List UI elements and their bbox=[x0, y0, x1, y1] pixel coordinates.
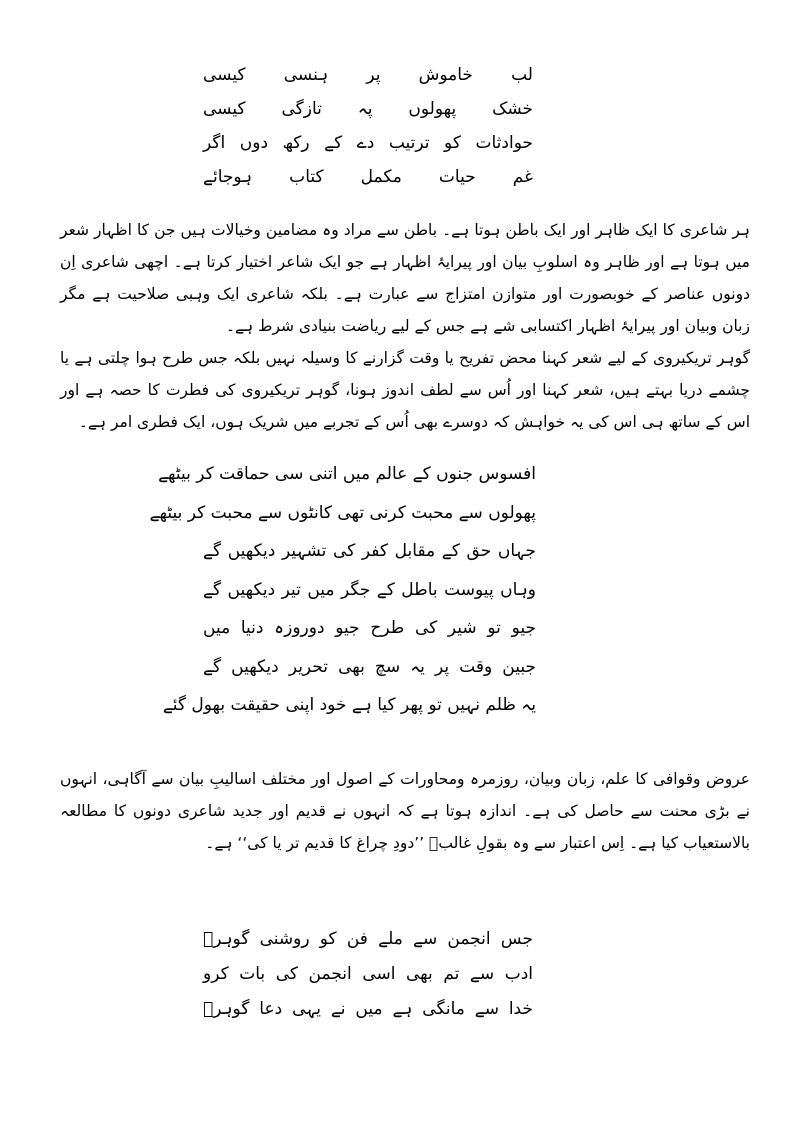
verse-block-3 bbox=[203, 922, 533, 1027]
verse-line: خشک پھولوں پہ تازگی کیسی bbox=[203, 99, 533, 119]
prose-block-1 bbox=[60, 214, 750, 438]
verse-line: غم حیات مکمل کتاب ہوجائے bbox=[203, 167, 533, 187]
verse-line: خدا سے مانگی ہے میں نے یہی دعا گوہرؔ bbox=[203, 999, 533, 1019]
verse-line: یہ ظلم نہیں تو پھر کیا ہے خود اپنی حقیقت بھول گئے bbox=[162, 695, 536, 715]
verse-block-1 bbox=[203, 58, 533, 194]
verse-line: جیو تو شیر کی طرح جیو دوروزہ دنیا میں bbox=[203, 618, 536, 638]
verse-line: لب خاموش پر ہنسی کیسی bbox=[203, 65, 533, 85]
verse-line: وہاں پیوست باطل کے جگر میں تیر دیکھیں گے bbox=[203, 579, 536, 600]
verse-line: افسوس جنوں کے عالم میں اتنی سی حماقت کر بیٹھے bbox=[158, 464, 536, 484]
verse-line: جہاں حق کے مقابل کفر کی تشہیر دیکھیں گے bbox=[203, 541, 536, 561]
verse-line: پھولوں سے محبت کرنی تھی کانٹوں سے محبت کر بیٹھے bbox=[149, 502, 536, 523]
verse-line: جبین وقت پر یہ سچ بھی تحریر دیکھیں گے bbox=[203, 656, 536, 677]
paragraph: گوہر تریکیروی کے لیے شعر کہنا محض تفریح یا وقت گزارنے کا وسیلہ نہیں بلکہ جس طرح ہوا چلتی ہے یا چشمے دریا بہتے ہیں، شعر کہنا اور اُس سے لطف اندوز ہونا، گوہر تریکیروی کی فطرت کا حصہ ہے اور اس کے ساتھ ہی اس کی یہ خواہش کہ دوسرے بھی اُس کے تجربے میں شریک ہوں، ایک فطری امر ہے۔ bbox=[60, 349, 750, 431]
paragraph: ہر شاعری کا ایک ظاہر اور ایک باطن ہوتا ہے۔ باطن سے مراد وہ مضامین وخیالات ہیں جن کا اظہار شعر میں ہوتا ہے اور ظاہر وہ اسلوبِ بیان اور پیرایۂ اظہار ہے جو ایک شاعر اختیار کرتا ہے۔ اچھی شاعری اِن دونوں عناصر کے خوبصورت اور متوازن امتزاج سے عبارت ہے۔ بلکہ شاعری ایک وہبی صلاحیت ہے مگر زبان وبیان اور پیرایۂ اظہار اکتسابی شے ہے جس کے لیے ریاضت بنیادی شرط ہے۔ bbox=[60, 221, 750, 335]
verse-line: حوادثات کو ترتیب دے کے رکھ دوں اگر bbox=[203, 133, 533, 153]
paragraph: عروض وقوافی کا علم، زبان وبیان، روزمرہ ومحاورات کے اصول اور مختلف اسالیبِ بیان سے آگاہی، انہوں نے بڑی محنت سے حاصل کی ہے۔ اندازہ ہوتا ہے کہ انہوں نے قدیم اور جدید شاعری دونوں کا مطالعہ بالاستعیاب کیا ہے۔ اِس اعتبار سے وہ بقولِ غالبؔ ’’دودِ چراغ کا قدیم تر یا کی‘‘ ہے۔ bbox=[60, 770, 750, 852]
verse-block-2 bbox=[149, 455, 536, 725]
verse-line: جس انجمن سے ملے فن کو روشنی گوہرؔ bbox=[203, 929, 533, 949]
prose-block-2 bbox=[60, 763, 750, 859]
verse-line: ادب سے تم بھی اسی انجمن کی بات کرو bbox=[203, 964, 533, 984]
